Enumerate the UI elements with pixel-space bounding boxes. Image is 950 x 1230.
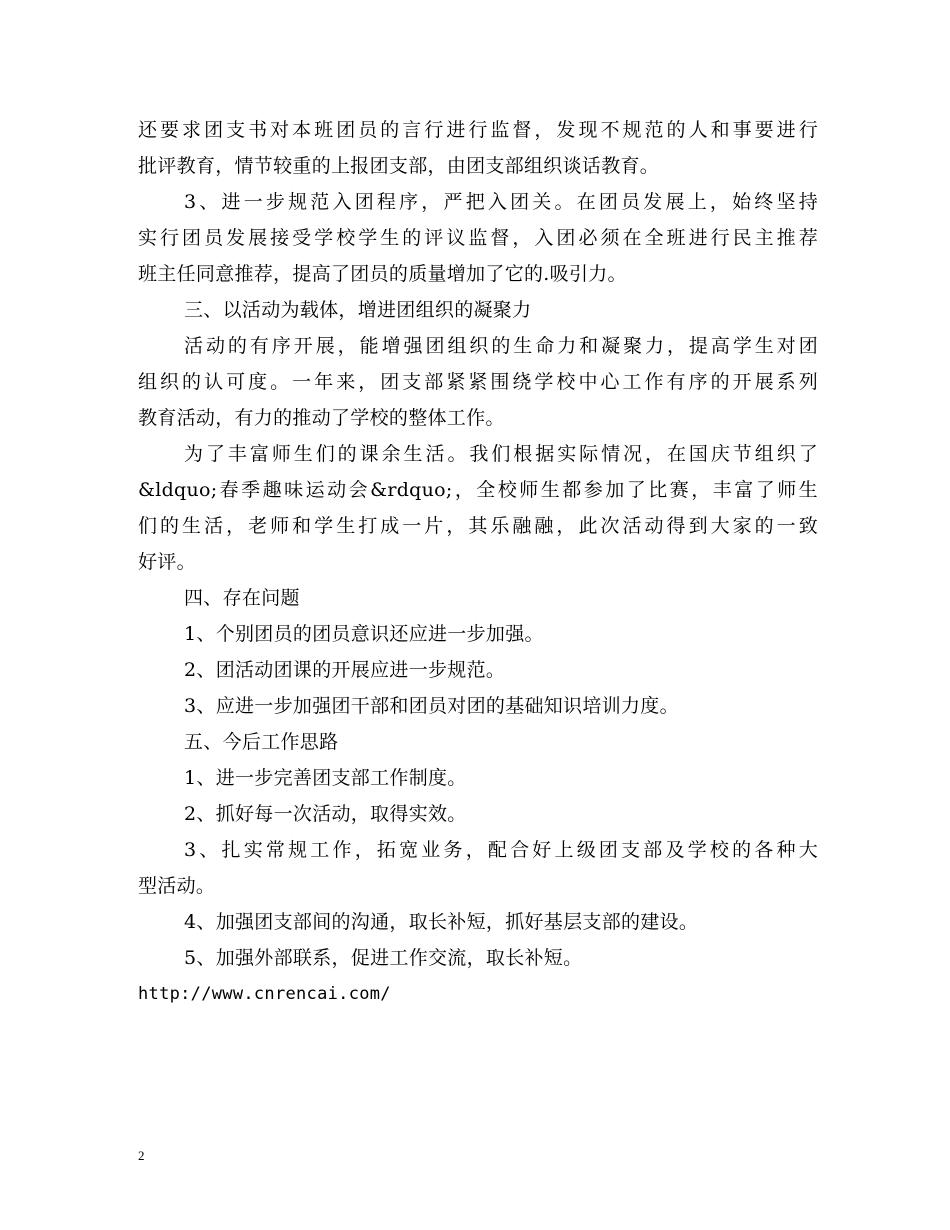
list-item: 4、加强团支部间的沟通，取长补短，抓好基层支部的建设。 — [184, 911, 699, 933]
paragraph-line: 班主任同意推荐，提高了团员的质量增加了它的.吸引力。 — [138, 263, 627, 285]
paragraph-line: 还要求团支书对本班团员的言行进行监督，发现不规范的人和事要进行 — [138, 119, 818, 141]
list-item: 3、扎实常规工作，拓宽业务，配合好上级团支部及学校的各种大 — [184, 839, 818, 861]
paragraph-line: 教育活动，有力的推动了学校的整体工作。 — [138, 407, 505, 429]
list-item-continuation: 型活动。 — [138, 875, 216, 897]
list-item: 2、抓好每一次活动，取得实效。 — [184, 803, 467, 825]
paragraph-line: 活动的有序开展，能增强团组织的生命力和凝聚力，提高学生对团 — [184, 335, 818, 357]
page-number: 2 — [138, 1148, 145, 1163]
source-url: http://www.cnrencai.com/ — [138, 984, 391, 1004]
paragraph-line: 实行团员发展接受学校学生的评议监督，入团必须在全班进行民主推荐 — [138, 227, 818, 249]
paragraph-line: 们的生活，老师和学生打成一片，其乐融融，此次活动得到大家的一致 — [138, 515, 818, 537]
list-item: 1、个别团员的团员意识还应进一步加强。 — [184, 623, 544, 645]
paragraph-line: 为了丰富师生们的课余生活。我们根据实际情况，在国庆节组织了 — [184, 443, 818, 465]
document-body — [138, 112, 818, 1012]
list-item: 5、加强外部联系，促进工作交流，取长补短。 — [184, 947, 583, 969]
paragraph-line: 组织的认可度。一年来，团支部紧紧围绕学校中心工作有序的开展系列 — [138, 371, 818, 393]
section-heading: 四、存在问题 — [184, 587, 300, 609]
section-heading: 三、以活动为载体，增进团组织的凝聚力 — [184, 299, 532, 321]
paragraph-line: 批评教育，情节较重的上报团支部，由团支部组织谈话教育。 — [138, 155, 660, 177]
paragraph-line: 好评。 — [138, 551, 196, 573]
list-item: 2、团活动团课的开展应进一步规范。 — [184, 659, 506, 681]
paragraph-line: &ldquo;春季趣味运动会&rdquo;，全校师生都参加了比赛，丰富了师生 — [138, 479, 818, 501]
paragraph-line: 3、进一步规范入团程序，严把入团关。在团员发展上，始终坚持 — [184, 191, 818, 213]
section-heading: 五、今后工作思路 — [184, 731, 339, 753]
list-item: 3、应进一步加强团干部和团员对团的基础知识培训力度。 — [184, 695, 679, 717]
list-item: 1、进一步完善团支部工作制度。 — [184, 767, 467, 789]
